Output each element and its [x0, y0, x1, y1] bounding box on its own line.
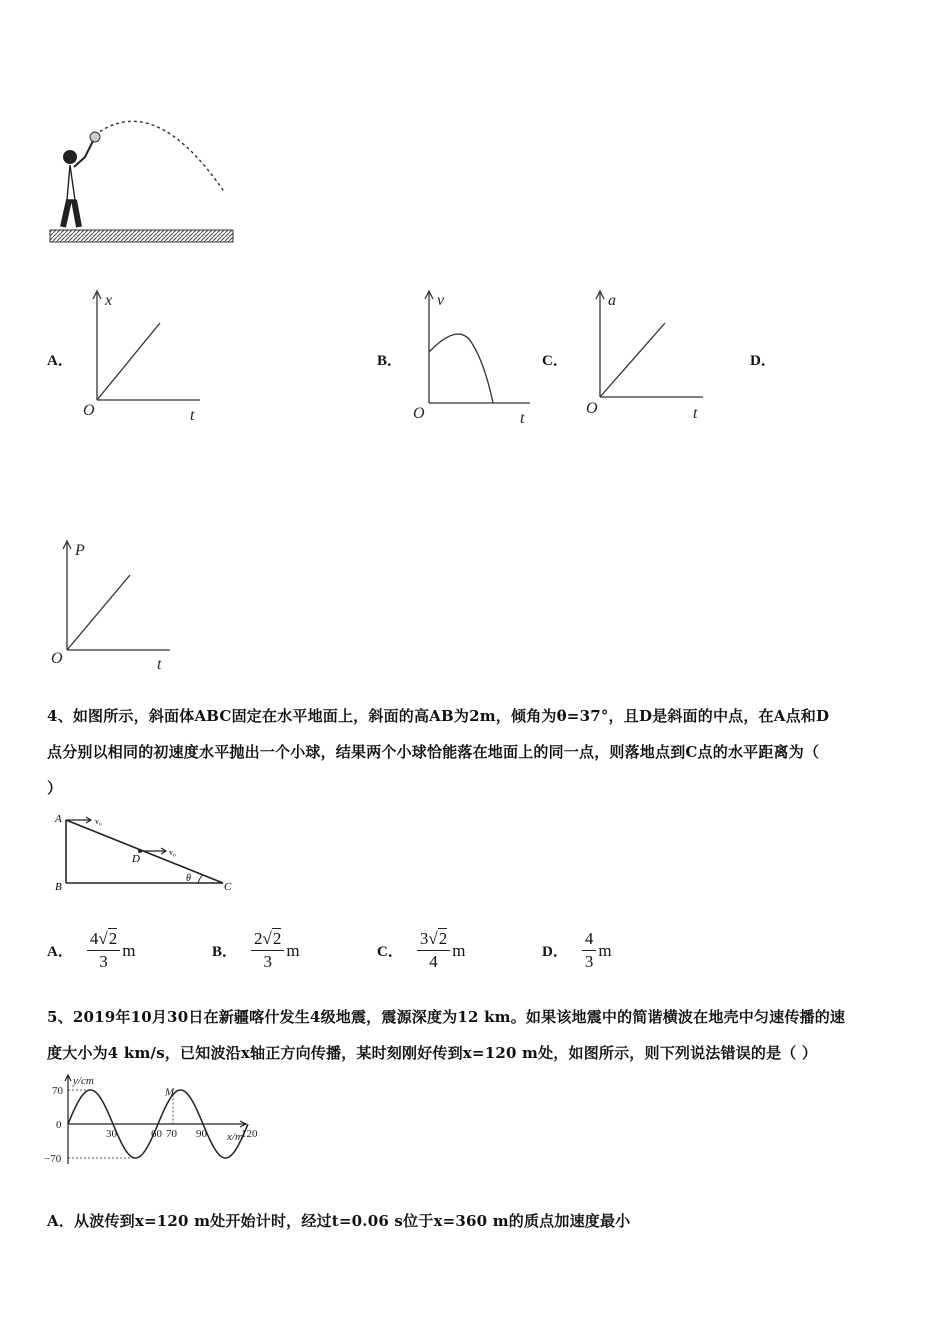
person-head	[63, 150, 77, 164]
v0-label-a: v₀	[95, 817, 102, 826]
option-a-graph	[75, 285, 215, 425]
theta-label: θ	[186, 873, 191, 884]
origin-label: O	[586, 400, 598, 417]
q5-line2: 度大小为4 km/s，已知波沿x轴正方向传播，某时刻刚好传到x=120 m处，如图所示，则下列说法错误的是（ ）	[47, 1044, 818, 1062]
thrower-illustration	[45, 105, 245, 250]
ytick-70: 70	[52, 1085, 63, 1097]
fraction: $\frac{4}{3}$	[582, 928, 597, 973]
trajectory-path	[95, 121, 225, 193]
option-d-label: D．	[750, 353, 776, 369]
origin-label: O	[413, 405, 425, 422]
q4-line2: 点分别以相同的初速度水平抛出一个小球，结果两个小球恰能落在地面上的同一点，则落地点到C点的水平距离为（	[47, 743, 820, 761]
x-axis-label: x/m	[227, 1131, 243, 1143]
q4-line3: ）	[47, 779, 63, 797]
xtick-60: 60	[151, 1128, 162, 1140]
q4-choice-a[interactable]: A． $\frac{4√2}{3}$ m	[47, 929, 136, 971]
point-b-label: B	[55, 881, 62, 893]
choice-label: C．	[377, 944, 403, 960]
q4-choice-c[interactable]: C． $\frac{3√2}{4}$ m	[377, 929, 466, 971]
point-m-label: M	[165, 1086, 175, 1099]
xtick-70: 70	[166, 1128, 177, 1140]
q5-option-a[interactable]: A．从波传到x=120 m处开始计时，经过t=0.06 s位于x=360 m的质点加速度最小	[47, 1212, 631, 1230]
v0-label-d: v₀	[169, 848, 176, 857]
option-c-label: C．	[542, 353, 568, 369]
q5-text	[47, 999, 917, 1071]
linear-line	[97, 323, 160, 400]
option-d-graph	[45, 535, 185, 675]
velocity-curve	[429, 334, 493, 403]
origin-label: O	[83, 402, 95, 419]
q4-choice-d[interactable]: D． $\frac{4}{3}$ m	[542, 929, 612, 971]
ball	[90, 132, 100, 142]
xtick-90: 90	[196, 1128, 207, 1140]
point-a-label: A	[55, 813, 62, 825]
q5-line1: 5、2019年10月30日在新疆喀什发生4级地震，震源深度为12 km。如果该地震中的简谐横波在地壳中匀速传播的速	[47, 1008, 846, 1026]
q4-choice-b[interactable]: B． $\frac{2√2}{3}$ m	[212, 929, 300, 971]
choice-label: B．	[212, 944, 238, 960]
ytick-minus-70: −70	[44, 1153, 62, 1165]
x-axis-label: t	[520, 410, 525, 427]
option-c-graph	[578, 285, 718, 425]
x-axis-label: t	[190, 407, 195, 424]
fraction: $\frac{3√2}{4}$	[417, 928, 450, 973]
origin-label: O	[51, 650, 63, 667]
linear-line	[67, 575, 130, 650]
q4-line1: 4、如图所示，斜面体ABC固定在水平地面上，斜面的高AB为2m，倾角为θ=37°，且D是斜面的中点，在A点和D	[47, 707, 830, 725]
q4-text	[47, 698, 917, 806]
option-b-label: B．	[377, 353, 403, 369]
y-axis-label: v	[437, 292, 445, 309]
xtick-120: 120	[241, 1128, 258, 1140]
y-axis-label: a	[608, 292, 616, 309]
y-axis-label: x	[105, 292, 113, 309]
x-axis-label: t	[157, 656, 162, 673]
linear-line	[600, 323, 665, 397]
point-c-label: C	[224, 881, 232, 893]
fraction: $\frac{2√2}{3}$	[251, 928, 284, 973]
xtick-30: 30	[106, 1128, 117, 1140]
incline-figure	[48, 810, 238, 895]
wave-chart	[30, 1072, 260, 1172]
origin-tick: 0	[56, 1119, 62, 1131]
point-d-label: D	[132, 853, 140, 865]
option-a-label: A．	[47, 353, 73, 369]
option-b-graph	[405, 285, 545, 430]
fraction: $\frac{4√2}{3}$	[87, 928, 120, 973]
y-axis-label: P	[75, 542, 85, 559]
x-axis-label: t	[693, 405, 698, 422]
choice-label: D．	[542, 944, 568, 960]
choice-label: A．	[47, 944, 73, 960]
y-axis-label: y/cm	[73, 1075, 94, 1087]
